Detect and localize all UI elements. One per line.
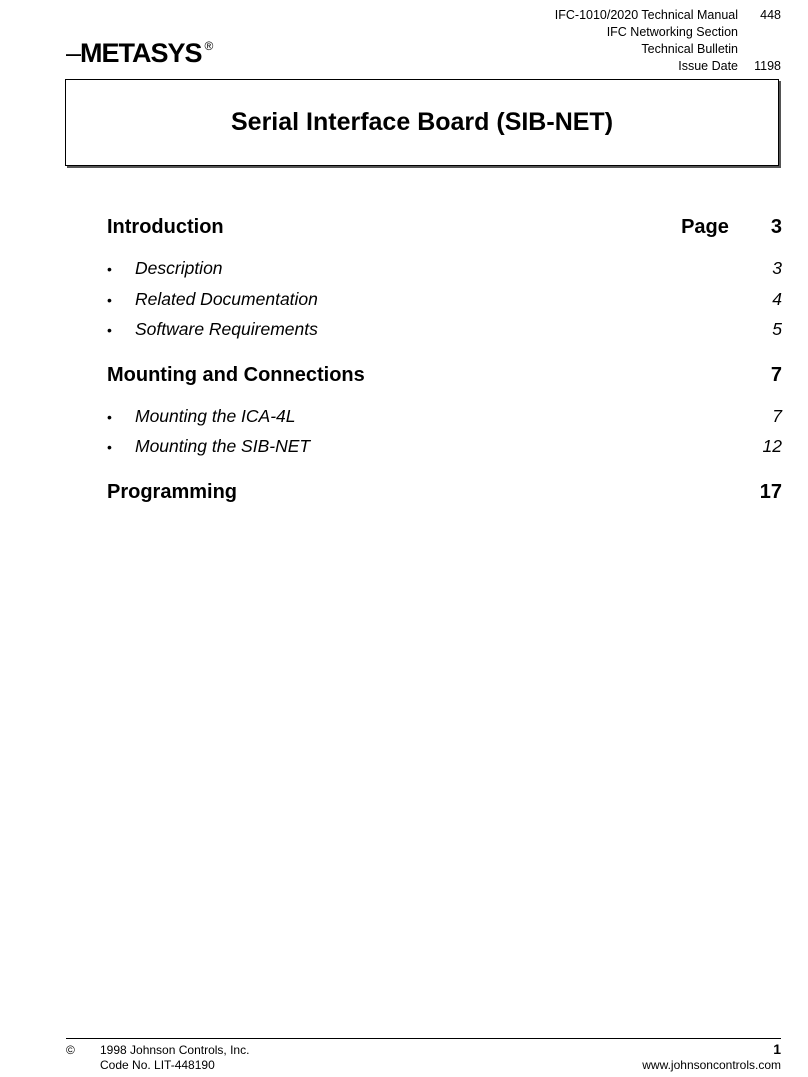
toc-item-description[interactable] xyxy=(107,258,782,289)
document-header xyxy=(440,7,781,75)
bullet-icon: • xyxy=(107,261,112,277)
header-bulletin: Technical Bulletin xyxy=(641,42,738,56)
toc-item-page: 3 xyxy=(772,258,782,278)
header-issue-date: 1198 xyxy=(754,59,781,73)
toc-section-title: Mounting and Connections xyxy=(107,363,365,386)
toc-section-introduction[interactable] xyxy=(107,216,782,246)
toc-item-page: 4 xyxy=(772,288,782,309)
footer-divider xyxy=(66,1038,781,1039)
registered-mark: ® xyxy=(204,39,214,53)
toc-item-page: 5 xyxy=(772,319,782,339)
bullet-icon: • xyxy=(107,291,112,308)
bullet-icon: • xyxy=(107,408,112,425)
code-number: Code No. LIT-448190 xyxy=(100,1058,215,1072)
bullet-icon: • xyxy=(107,322,112,338)
toc-item-label: Mounting the SIB-NET xyxy=(135,436,311,456)
footer-left xyxy=(66,1043,249,1073)
toc-item-mounting-ica-4l[interactable] xyxy=(107,406,782,437)
copyright-text: 1998 Johnson Controls, Inc. xyxy=(100,1043,250,1057)
header-manual: IFC-1010/2020 Technical Manual xyxy=(554,8,738,22)
toc-item-mounting-sib-net[interactable] xyxy=(107,436,782,467)
toc-section-title: Introduction xyxy=(107,216,224,238)
title-box xyxy=(65,79,779,166)
toc-item-label: Description xyxy=(135,258,223,278)
page-title: Serial Interface Board (SIB-NET) xyxy=(230,108,614,136)
header-section: IFC Networking Section xyxy=(606,25,738,39)
metasys-logo xyxy=(66,30,213,69)
toc-item-page: 12 xyxy=(762,436,782,456)
toc-section-programming[interactable] xyxy=(107,481,782,511)
toc-item-related-documentation[interactable] xyxy=(107,289,782,320)
header-issue-date-label: Issue Date xyxy=(678,59,738,73)
toc-item-label: Related Documentation xyxy=(135,288,318,309)
website-link[interactable]: www.johnsoncontrols.com xyxy=(642,1058,781,1072)
toc-section-page: 17 xyxy=(759,480,782,503)
logo-dash: – xyxy=(66,38,81,68)
page-number: 1 xyxy=(773,1041,781,1057)
header-manual-number: 448 xyxy=(760,8,781,22)
toc-item-label: Software Requirements xyxy=(135,319,318,339)
toc-section-page: 7 xyxy=(770,363,782,386)
table-of-contents xyxy=(107,216,782,511)
toc-item-software-requirements[interactable] xyxy=(107,319,782,350)
copyright-icon: © xyxy=(66,1043,75,1057)
toc-section-page: 3 xyxy=(770,216,782,238)
bullet-icon: • xyxy=(107,439,112,455)
toc-item-label: Mounting the ICA-4L xyxy=(135,405,296,426)
page-column-label: Page xyxy=(681,216,729,238)
logo-text: METASYS xyxy=(80,38,202,68)
toc-section-mounting-and-connections[interactable] xyxy=(107,364,782,394)
toc-section-title: Programming xyxy=(107,480,238,503)
footer-right xyxy=(642,1041,781,1073)
toc-item-page: 7 xyxy=(772,405,782,426)
